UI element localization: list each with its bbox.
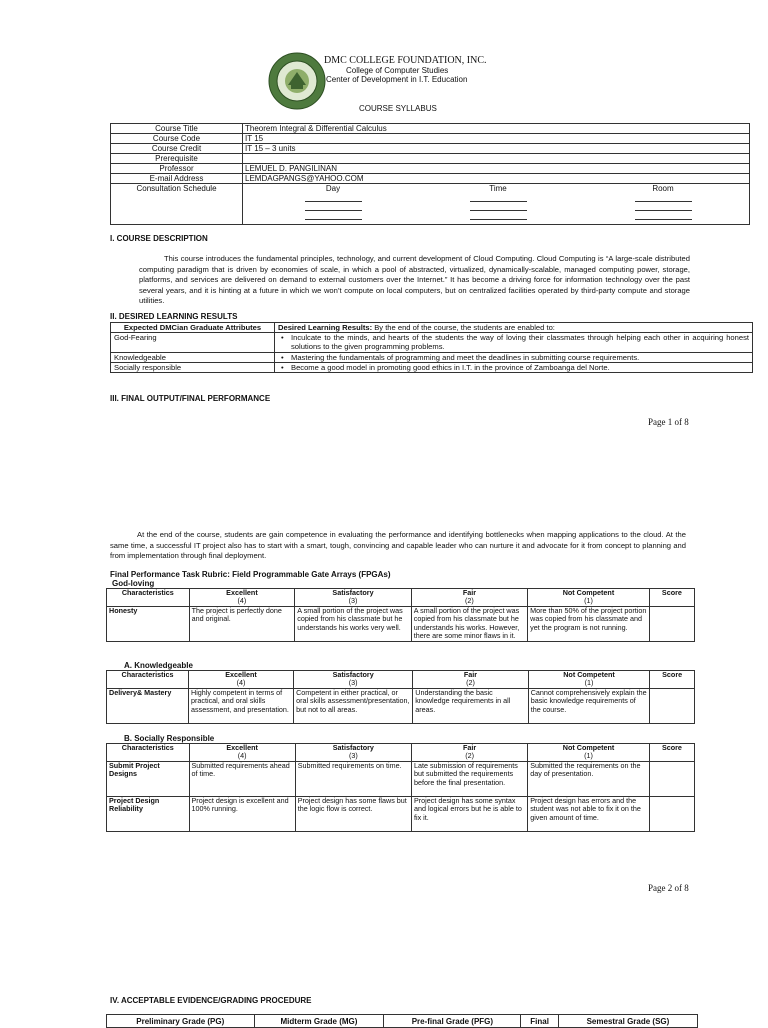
table-row — [111, 174, 750, 184]
blank-line — [470, 201, 527, 202]
rubric-header-cell — [189, 671, 294, 689]
course-info-table — [110, 123, 750, 225]
schedule-column-label: Room — [652, 184, 674, 193]
schedule-column-label: Day — [325, 184, 341, 193]
info-value: IT 15 — [243, 134, 750, 144]
rubric-header-label: Satisfactory — [332, 588, 374, 597]
rubric-header-points: (3) — [348, 596, 358, 606]
rubric-header-label: Excellent — [226, 588, 258, 597]
rubric-header-cell — [528, 744, 650, 762]
rubric-header-label: Not Competent — [563, 670, 615, 679]
final-output-text: At the end of the course, students are gain competence in evaluating the performance and identifying bottlenecks when mapping applications to the cloud. At the same time, a successful IT project also has to start with a smart, tough, convincing and capable leader who can nurture it and advocate for it from concept to planning and from implementation through final deployment. — [110, 530, 686, 560]
rubric-category: Honesty — [107, 606, 190, 641]
rubric-cell-not-competent: Cannot comprehensively explain the basic knowledge requirements of the course. — [528, 688, 650, 723]
rubric-header-points: (4) — [237, 751, 247, 761]
consultation-schedule-cell — [243, 184, 750, 225]
rubric-cell-satisfactory: A small portion of the project was copied from his classmate but he understands his works very well. — [295, 606, 412, 641]
final-output-heading: III. FINAL OUTPUT/FINAL PERFORMANCE — [110, 394, 271, 403]
rubric-header-cell — [189, 589, 295, 607]
grading-column-header: Midterm Grade (MG) — [254, 1015, 384, 1028]
rubric-header-cell — [528, 589, 650, 607]
rubric-header-cell — [295, 589, 412, 607]
rubric-cell-fair: A small portion of the project was copied from his classmate but he understands his works. However, there are some minor flaws in it. — [411, 606, 527, 641]
rubric-header-label: Characteristics — [121, 670, 174, 679]
rubric-cell-satisfactory: Project design has some flaws but the logic flow is correct. — [295, 796, 411, 831]
rubric-score-cell[interactable] — [650, 688, 695, 723]
table-row — [111, 352, 753, 362]
rubric-cell-satisfactory: Submitted requirements on time. — [295, 761, 411, 796]
page-number-1: Page 1 of 8 — [648, 417, 689, 427]
rubric-table-god-loving — [106, 588, 695, 642]
rubric-header-cell — [411, 589, 527, 607]
rubric-header-cell — [107, 589, 190, 607]
grading-column-header: Pre-final Grade (PFG) — [384, 1015, 521, 1028]
rubric-header-label: Score — [662, 670, 683, 679]
table-row — [111, 164, 750, 174]
results-header — [275, 323, 753, 333]
table-row — [111, 134, 750, 144]
rubric-header-points: (2) — [466, 678, 475, 688]
result-cell: • Mastering the fundamentals of programming and meet the deadlines in submitting course requirements. — [275, 352, 753, 362]
info-label: Prerequisite — [111, 154, 243, 164]
course-description-text: This course introduces the fundamental principles, technology, and current development of Cloud Computing. Cloud Computing is “A large-scale distributed computing paradigm that is driven by economies of scale, in which a pool of abstracted, virtualized, dynamically-scalable, managed computing power, storage, platforms, and services are delivered on demand to external customers over the Internet.” It has become a driving force for information technology over the past several years, and it is hinting at a future in which we won’t compute on local computers, but on centralized facilities operated by third-party compute and storage utilities. — [139, 254, 690, 305]
rubric-category: Project Design Reliability — [107, 796, 190, 831]
learning-results-table — [110, 322, 753, 373]
schedule-grid — [243, 184, 749, 220]
rubric-header-points: (3) — [348, 678, 358, 688]
rubric-header-cell — [189, 744, 295, 762]
rubric-header-cell — [107, 671, 189, 689]
rubric-cell-excellent: The project is perfectly done and original. — [189, 606, 295, 641]
rubric-cell-satisfactory: Competent in either practical, or oral skills assessment/presentation, but not to all areas. — [294, 688, 413, 723]
rubric-cell-not-competent: Submitted the requirements on the day of presentation. — [528, 761, 650, 796]
info-value: LEMDAGPANGS@YAHOO.COM — [243, 174, 750, 184]
rubric-cell-excellent: Project design is excellent and 100% running. — [189, 796, 295, 831]
rubric-header-label: Satisfactory — [332, 743, 374, 752]
rubric-header-cell — [411, 744, 527, 762]
result-cell: • Become a good model in promoting good ethics in I.T. in the province of Zamboanga del Norte. — [275, 362, 753, 372]
table-row — [107, 761, 695, 796]
center-name: Center of Development in I.T. Education — [326, 75, 468, 84]
rubric-category: Submit Project Designs — [107, 761, 190, 796]
rubric-header-label: Fair — [462, 588, 477, 597]
table-row — [111, 362, 753, 372]
grading-column-header: Final — [521, 1015, 559, 1028]
rubric-cell-not-competent: More than 50% of the project portion was copied from his classmate and yet the program is not running. — [528, 606, 650, 641]
rubric-header-label: Fair — [462, 743, 477, 752]
info-label: Professor — [111, 164, 243, 174]
rubric-header-label: Fair — [463, 670, 478, 679]
info-value: IT 15 – 3 units — [243, 144, 750, 154]
table-row — [107, 796, 695, 831]
rubric-header-cell — [650, 671, 695, 689]
blank-line — [635, 201, 692, 202]
rubric-header-points: (1) — [584, 678, 594, 688]
table-row — [111, 144, 750, 154]
rubric-header-cell — [107, 744, 190, 762]
table-row — [107, 688, 695, 723]
rubric-category: Delivery& Mastery — [107, 688, 189, 723]
info-label: Course Credit — [111, 144, 243, 154]
rubric-header-cell — [649, 744, 694, 762]
rubric-section-god-loving: God-loving — [112, 579, 155, 588]
schedule-column — [303, 184, 363, 220]
rubric-header-points: (4) — [236, 678, 246, 688]
rubric-header-row — [107, 589, 695, 607]
rubric-header-points: (3) — [348, 751, 358, 761]
rubric-header-points: (1) — [584, 596, 593, 606]
grading-procedure-heading: IV. ACCEPTABLE EVIDENCE/GRADING PROCEDURE — [110, 996, 312, 1005]
schedule-column-label: Time — [489, 184, 507, 193]
rubric-table-knowledgeable — [106, 670, 695, 724]
rubric-header-points: (1) — [584, 751, 593, 761]
rubric-header-cell — [649, 589, 694, 607]
table-row — [107, 606, 695, 641]
rubric-score-cell[interactable] — [649, 761, 694, 796]
grading-column-header: Semestral Grade (SG) — [558, 1015, 697, 1028]
rubric-header-cell — [528, 671, 650, 689]
blank-line — [635, 219, 692, 220]
rubric-score-cell[interactable] — [649, 606, 694, 641]
attribute-cell: God-Fearing — [111, 333, 275, 352]
rubric-header-label: Score — [661, 743, 682, 752]
rubric-header-points: (2) — [465, 596, 474, 606]
table-row — [111, 124, 750, 134]
rubric-header-label: Excellent — [226, 743, 258, 752]
info-value — [243, 154, 750, 164]
rubric-table-socially-responsible — [106, 743, 695, 832]
blank-line — [305, 219, 362, 220]
results-header-bold: Desired Learning Results: — [278, 323, 373, 332]
rubric-header-points: (2) — [465, 751, 474, 761]
grading-table — [106, 1014, 698, 1028]
info-label: Course Title — [111, 124, 243, 134]
rubric-score-cell[interactable] — [649, 796, 694, 831]
rubric-header-label: Score — [661, 588, 682, 597]
rubric-cell-excellent: Highly competent in terms of practical, and oral skills assessment, and presentation. — [189, 688, 294, 723]
college-name: College of Computer Studies — [346, 66, 449, 75]
rubric-cell-fair: Project design has some syntax and logical errors but he is able to fix it. — [411, 796, 527, 831]
blank-line — [305, 201, 362, 202]
attribute-cell: Socially responsible — [111, 362, 275, 372]
rubric-title: Final Performance Task Rubric: Field Programmable Gate Arrays (FPGAs) — [110, 570, 391, 579]
rubric-section-socially-responsible: B. Socially Responsible — [124, 734, 215, 743]
schedule-column — [633, 184, 693, 220]
info-value: Theorem Integral & Differential Calculus — [243, 124, 750, 134]
blank-line — [470, 210, 527, 211]
result-cell: • Inculcate to the minds, and hearts of the students the way of loving their classmates through helping each other in acquiring honest solutions to the given programming problems. — [275, 333, 753, 352]
info-label: Course Code — [111, 134, 243, 144]
info-value: LEMUEL D. PANGILINAN — [243, 164, 750, 174]
rubric-header-row — [107, 744, 695, 762]
blank-line — [635, 210, 692, 211]
rubric-header-label: Characteristics — [121, 588, 174, 597]
rubric-cell-fair: Late submission of requirements but submitted the requirements before the final presentation. — [411, 761, 527, 796]
rubric-header-label: Excellent — [225, 670, 257, 679]
institution-name: DMC COLLEGE FOUNDATION, INC. — [324, 55, 487, 66]
document-title: COURSE SYLLABUS — [359, 104, 437, 113]
schedule-column — [468, 184, 528, 220]
course-description-heading: I. COURSE DESCRIPTION — [110, 234, 208, 243]
rubric-section-knowledgeable: A. Knowledgeable — [124, 661, 193, 670]
rubric-header-row — [107, 671, 695, 689]
learning-results-heading: II. DESIRED LEARNING RESULTS — [110, 312, 238, 321]
rubric-header-points: (4) — [237, 596, 247, 606]
table-row — [111, 333, 753, 352]
attribute-cell: Knowledgeable — [111, 352, 275, 362]
rubric-header-label: Not Competent — [562, 588, 615, 597]
page-number-2: Page 2 of 8 — [648, 883, 689, 893]
results-header-rest: By the end of the course, the students are enabled to: — [372, 323, 555, 332]
blank-line — [305, 210, 362, 211]
rubric-header-label: Not Competent — [562, 743, 615, 752]
rubric-cell-excellent: Submitted requirements ahead of time. — [189, 761, 295, 796]
blank-line — [470, 219, 527, 220]
table-row — [111, 184, 750, 225]
rubric-cell-not-competent: Project design has errors and the student was not able to fix it on the given amount of time. — [528, 796, 650, 831]
grading-column-header: Preliminary Grade (PG) — [107, 1015, 255, 1028]
info-label: Consultation Schedule — [111, 184, 243, 225]
rubric-header-cell — [294, 671, 413, 689]
info-label: E-mail Address — [111, 174, 243, 184]
rubric-header-label: Satisfactory — [332, 670, 374, 679]
rubric-header-cell — [295, 744, 411, 762]
table-row — [111, 154, 750, 164]
rubric-header-label: Characteristics — [121, 743, 174, 752]
college-seal-logo — [268, 52, 326, 110]
rubric-header-cell — [413, 671, 528, 689]
attributes-header: Expected DMCian Graduate Attributes — [111, 323, 275, 333]
rubric-cell-fair: Understanding the basic knowledge requirements in all areas. — [413, 688, 528, 723]
